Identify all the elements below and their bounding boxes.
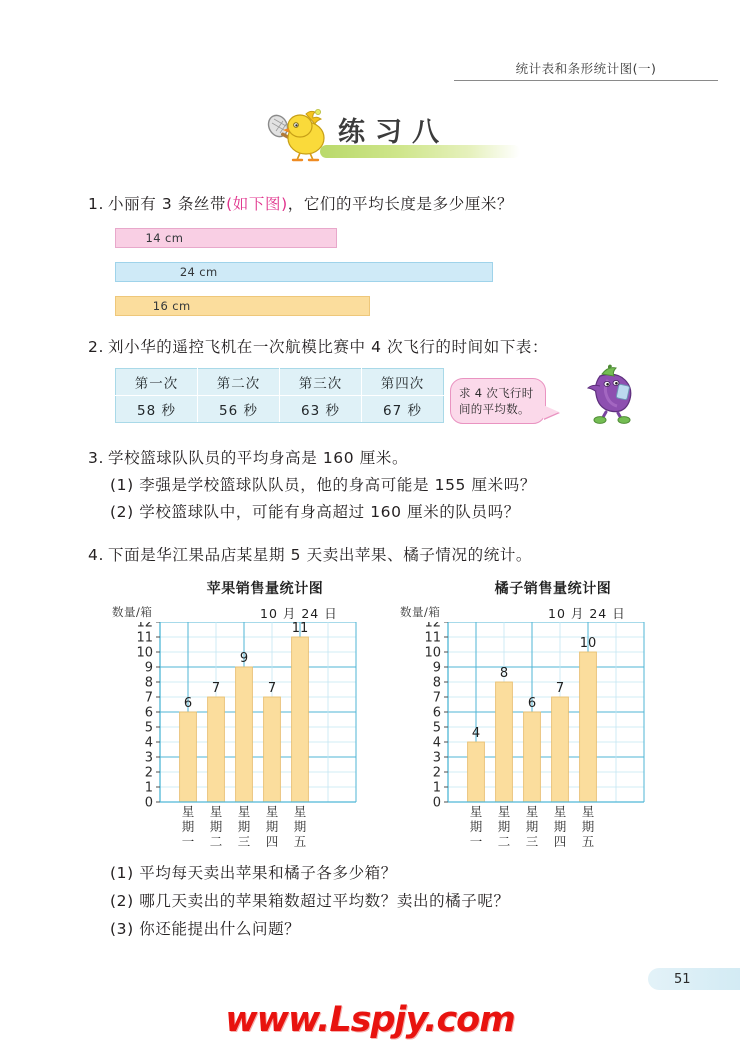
bar [496, 682, 513, 802]
x-tick-label: 星 [237, 804, 251, 819]
bar-value-label: 6 [527, 696, 537, 711]
question-4-sub-2: (2) 哪几天卖出的苹果箱数超过平均数？卖出的橘子呢？ [110, 892, 510, 910]
section-title: 练习八 [338, 117, 449, 148]
y-tick-label: 10 [136, 645, 153, 661]
y-tick-label: 11 [136, 630, 153, 646]
y-tick-label: 6 [432, 705, 441, 721]
question-1-part-a: 小丽有 3 条丝带 [108, 195, 227, 213]
plot-area [112, 622, 366, 868]
x-tick-label: 四 [553, 834, 567, 849]
y-tick-label: 5 [144, 720, 153, 736]
x-tick-label: 期 [553, 819, 567, 834]
y-tick-label: 0 [432, 795, 441, 811]
y-tick-label: 4 [432, 735, 441, 751]
table-header-cell: 第二次 [198, 369, 280, 396]
table-row-values [116, 396, 444, 423]
x-tick-label: 星 [209, 804, 223, 819]
speech-bubble-tail [543, 405, 559, 419]
table-value-cell: 56 秒 [198, 396, 280, 423]
x-tick-label: 星 [469, 804, 483, 819]
x-tick-label: 星 [525, 804, 539, 819]
x-tick-label: 期 [293, 819, 307, 834]
ribbon-bar-1-label: 14 cm [145, 231, 184, 245]
site-watermark: www.Lspjy.com [225, 1000, 515, 1040]
ribbon-bar-3 [115, 296, 370, 316]
x-tick-label: 期 [237, 819, 251, 834]
x-tick-label: 五 [293, 834, 307, 849]
question-2-body: 刘小华的遥控飞机在一次航模比赛中 4 次飞行的时间如下表： [108, 338, 549, 356]
bar-value-label: 9 [239, 651, 249, 666]
y-tick-label: 0 [144, 795, 153, 811]
x-tick-label: 三 [237, 834, 251, 849]
chart-title: 橘子销售量统计图 [494, 581, 612, 597]
y-tick-label: 4 [144, 735, 153, 751]
chart-y-axis-label: 数量/箱 [400, 605, 441, 619]
y-tick-label: 5 [432, 720, 441, 736]
x-tick-label: 期 [581, 819, 595, 834]
x-tick-label: 星 [293, 804, 307, 819]
y-tick-label: 7 [432, 690, 441, 706]
x-tick-label: 期 [469, 819, 483, 834]
bar [264, 697, 281, 802]
question-2-text [88, 336, 548, 359]
x-tick-label: 一 [469, 834, 483, 849]
ribbon-bar-3-label: 16 cm [152, 299, 191, 313]
x-tick-label: 星 [181, 804, 195, 819]
x-tick-label: 期 [181, 819, 195, 834]
chart-date-label: 10 月 24 日 [548, 606, 626, 621]
section-banner [262, 104, 522, 166]
bar [180, 712, 197, 802]
table-header-cell: 第四次 [362, 369, 444, 396]
question-1-number: 1. [88, 195, 104, 213]
x-tick-label: 期 [265, 819, 279, 834]
bar-value-label: 7 [211, 681, 221, 696]
x-tick-label: 期 [525, 819, 539, 834]
table-value-cell: 67 秒 [362, 396, 444, 423]
chart-title: 苹果销售量统计图 [206, 581, 324, 597]
question-4-body: 下面是华江果品店某星期 5 天卖出苹果、橘子情况的统计。 [108, 546, 533, 564]
running-head [0, 58, 740, 81]
y-tick-label: 3 [144, 750, 153, 766]
x-tick-label: 星 [581, 804, 595, 819]
bar-value-label: 6 [183, 696, 193, 711]
flight-time-table [115, 368, 444, 423]
bar-value-label: 8 [499, 666, 509, 681]
question-4-sub-1: (1) 平均每天卖出苹果和橘子各多少箱？ [110, 864, 397, 882]
bar [580, 652, 597, 802]
page-number-badge: 51 [648, 968, 740, 990]
question-3-number: 3. [88, 449, 104, 467]
bar-value-label: 10 [579, 636, 597, 651]
bar [524, 712, 541, 802]
y-tick-label: 8 [432, 675, 441, 691]
y-tick-label: 11 [424, 630, 441, 646]
bar-value-label: 7 [555, 681, 565, 696]
x-tick-label: 一 [181, 834, 195, 849]
plot-area [400, 622, 654, 868]
x-tick-label: 星 [497, 804, 511, 819]
y-tick-label: 1 [144, 780, 153, 796]
bar-value-label: 4 [471, 726, 481, 741]
ribbon-bar-1 [115, 228, 337, 248]
bar [236, 667, 253, 802]
question-4-sub-3: (3) 你还能提出什么问题？ [110, 920, 301, 938]
y-tick-label: 6 [144, 705, 153, 721]
ribbon-bar-2 [115, 262, 493, 282]
table-value-cell: 63 秒 [280, 396, 362, 423]
x-tick-label: 期 [497, 819, 511, 834]
table-value-cell: 58 秒 [116, 396, 198, 423]
question-3-sub-1: (1) 李强是学校篮球队队员，他的身高可能是 155 厘米吗？ [110, 476, 536, 494]
chick-with-tennis-racket-icon [262, 104, 334, 162]
ribbon-bar-2-label: 24 cm [179, 265, 218, 279]
x-tick-label: 四 [265, 834, 279, 849]
question-3-body: 学校篮球队队员的平均身高是 160 厘米。 [108, 449, 409, 467]
y-tick-label: 10 [424, 645, 441, 661]
x-tick-label: 期 [209, 819, 223, 834]
bar [468, 742, 485, 802]
question-3-sub-2: (2) 学校篮球队中，可能有身高超过 160 厘米的队员吗？ [110, 503, 520, 521]
question-1-highlight: (如下图) [226, 195, 288, 213]
y-tick-label: 2 [432, 765, 441, 781]
y-tick-label: 12 [136, 622, 153, 631]
question-2-number: 2. [88, 338, 104, 356]
running-head-text: 统计表和条形统计图(一) [454, 59, 718, 81]
table-header-cell: 第三次 [280, 369, 362, 396]
x-tick-label: 五 [581, 834, 595, 849]
bar [552, 697, 569, 802]
bar [292, 637, 309, 802]
plot-svg [112, 622, 366, 864]
y-tick-label: 9 [144, 660, 153, 676]
y-tick-label: 7 [144, 690, 153, 706]
x-tick-label: 二 [497, 834, 511, 849]
eggplant-character-icon [578, 362, 640, 424]
y-tick-label: 3 [432, 750, 441, 766]
bar-value-label: 7 [267, 681, 277, 696]
x-tick-label: 二 [209, 834, 223, 849]
bar [208, 697, 225, 802]
speech-bubble: 求 4 次飞行时间的平均数。 [450, 378, 546, 424]
plot-svg [400, 622, 654, 864]
x-tick-label: 三 [525, 834, 539, 849]
x-tick-label: 星 [265, 804, 279, 819]
y-tick-label: 1 [432, 780, 441, 796]
question-1-text [88, 193, 513, 216]
table-header-cell: 第一次 [116, 369, 198, 396]
chart-date-label: 10 月 24 日 [260, 606, 338, 621]
question-4-text [88, 544, 532, 567]
question-1-part-b: ，它们的平均长度是多少厘米？ [287, 195, 514, 213]
y-tick-label: 2 [144, 765, 153, 781]
chart-y-axis-label: 数量/箱 [112, 605, 153, 619]
y-tick-label: 9 [432, 660, 441, 676]
y-tick-label: 12 [424, 622, 441, 631]
bar-value-label: 11 [291, 622, 309, 636]
x-tick-label: 星 [553, 804, 567, 819]
question-4-number: 4. [88, 546, 104, 564]
question-3-text [88, 447, 408, 470]
table-row-headers [116, 369, 444, 396]
y-tick-label: 8 [144, 675, 153, 691]
